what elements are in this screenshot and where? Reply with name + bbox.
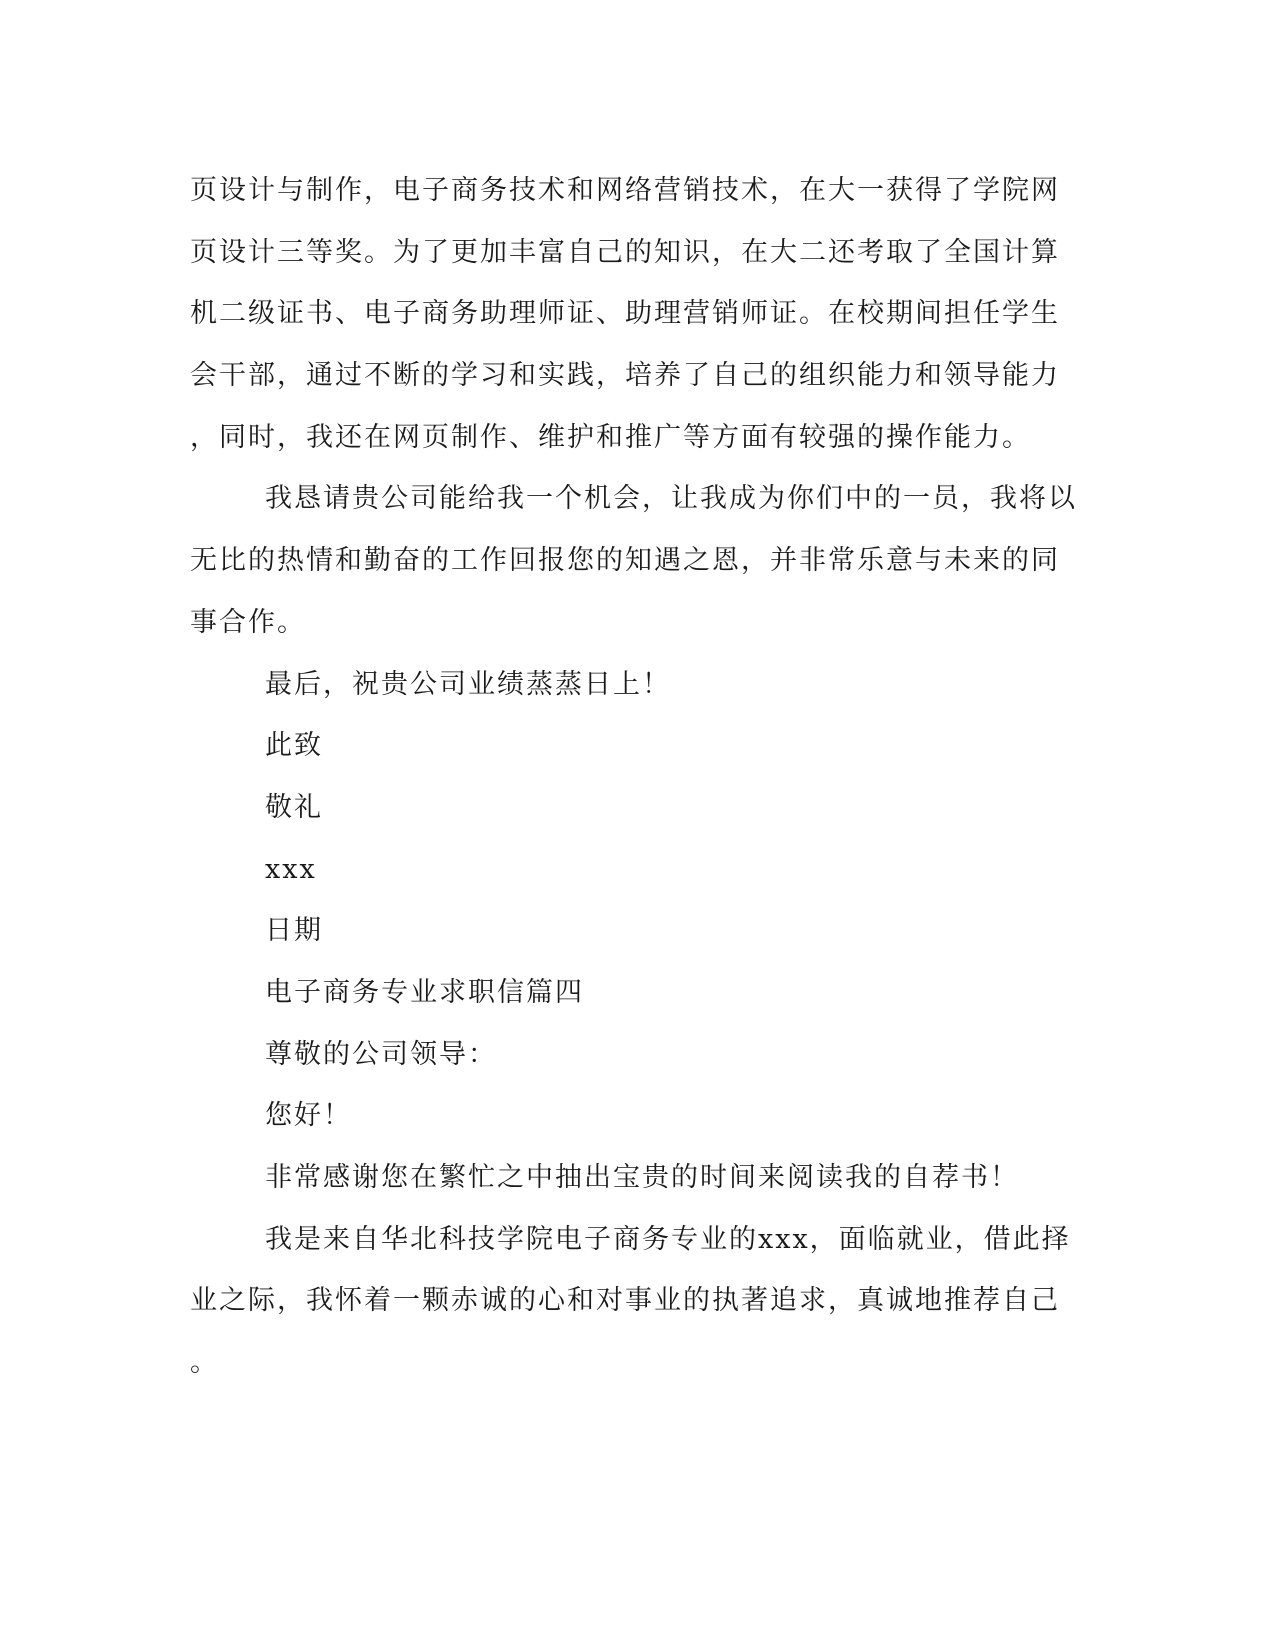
text-line: ，同时，我还在网页制作、维护和推广等方面有较强的操作能力。 <box>190 421 1031 453</box>
greeting: 尊敬的公司领导： <box>265 1038 497 1070</box>
paragraph-request <box>190 468 1080 653</box>
text-line: 页设计与制作，电子商务技术和网络营销技术，在大一获得了学院网 <box>190 175 1060 206</box>
paragraph-introduction <box>190 1209 1080 1394</box>
closing-wish: 最后，祝贵公司业绩蒸蒸日上！ <box>265 668 671 700</box>
paragraph-skills <box>190 160 1080 468</box>
text-line: 机二级证书、电子商务助理师证、助理营销师证。在校期间担任学生 <box>190 298 1060 330</box>
letter-body <box>190 160 1080 1394</box>
text-line: 业之际，我怀着一颗赤诚的心和对事业的执著追求，真诚地推荐自己 <box>190 1285 1060 1317</box>
signature: xxx <box>265 853 317 885</box>
text-line: 。 <box>190 1347 219 1379</box>
text-line: 我是来自华北科技学院电子商务专业的xxx，面临就业，借此择 <box>265 1223 1071 1255</box>
text-line: 会干部，通过不断的学习和实践，培养了自己的组织能力和领导能力 <box>190 360 1060 392</box>
hello: 您好！ <box>265 1100 352 1132</box>
date-label: 日期 <box>265 915 323 947</box>
thanks-line: 非常感谢您在繁忙之中抽出宝贵的时间来阅读我的自荐书！ <box>265 1162 1019 1193</box>
text-line: 页设计三等奖。为了更加丰富自己的知识，在大二还考取了全国计算 <box>190 236 1060 268</box>
text-line: 我恳请贵公司能给我一个机会，让我成为你们中的一员，我将以 <box>265 483 1077 515</box>
salutation-jing-li: 敬礼 <box>265 791 323 823</box>
section-title: 电子商务专业求职信篇四 <box>265 976 584 1008</box>
text-line: 事合作。 <box>190 606 306 638</box>
text-line: 无比的热情和勤奋的工作回报您的知遇之恩，并非常乐意与未来的同 <box>190 545 1060 577</box>
salutation-ci-zhi: 此致 <box>265 730 323 762</box>
